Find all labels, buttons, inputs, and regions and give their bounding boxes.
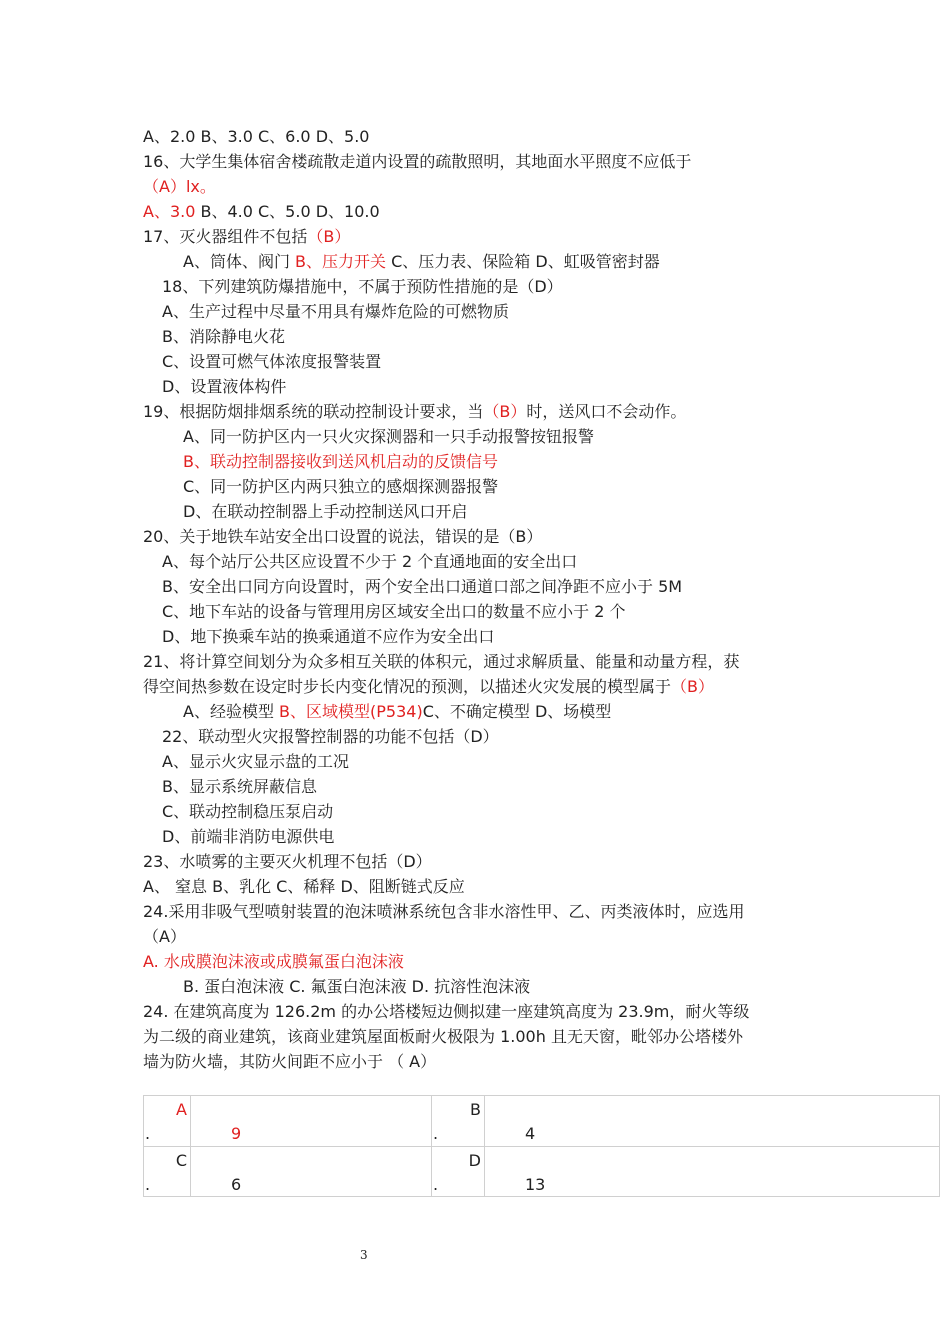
q19-option-c: C、同一防护区内两只独立的感烟探测器报警 xyxy=(183,477,499,496)
q18-stem: 18、下列建筑防爆措施中，不属于预防性措施的是（D） xyxy=(162,277,563,296)
q20-option-c: C、地下车站的设备与管理用房区域安全出口的数量不应小于 2 个 xyxy=(162,602,626,621)
q20-option-b: B、安全出口同方向设置时，两个安全出口通道口部之间净距不应小于 5M xyxy=(162,577,683,596)
q19-stem xyxy=(143,400,686,424)
q19-option-b: B、联动控制器接收到送风机启动的反馈信号 xyxy=(183,452,498,471)
option-b-value-cell xyxy=(485,1096,940,1147)
q24-option-a: A. 水成膜泡沫液或成膜氟蛋白泡沫液 xyxy=(143,952,404,971)
q21-stem-cont xyxy=(143,675,714,699)
q22-option-c: C、联动控制稳压泵启动 xyxy=(162,802,334,821)
q18-option-c: C、设置可燃气体浓度报警装置 xyxy=(162,352,382,371)
option-d-letter: D xyxy=(468,1150,481,1170)
q19-text-end: 时，送风口不会动作。 xyxy=(526,402,687,421)
q20-option-a: A、每个站厅公共区应设置不少于 2 个直通地面的安全出口 xyxy=(162,552,578,571)
q21-option-a: A、经验模型 xyxy=(183,702,280,721)
q19-option-a: A、同一防护区内一只火灾探测器和一只手动报警按钮报警 xyxy=(183,427,594,446)
q20-stem: 20、关于地铁车站安全出口设置的说法，错误的是（B） xyxy=(143,527,543,546)
option-b-letter-cell xyxy=(432,1096,485,1147)
option-a-value-cell xyxy=(191,1096,432,1147)
q18-option-a: A、生产过程中尽量不用具有爆炸危险的可燃物质 xyxy=(162,302,509,321)
q24b-stem-2: 为二级的商业建筑，该商业建筑屋面板耐火极限为 1.00h 且无天窗，毗邻办公塔楼外 xyxy=(143,1027,743,1046)
q19-answer: （B） xyxy=(483,402,527,421)
option-c-value-cell xyxy=(191,1146,432,1197)
option-d-letter-cell xyxy=(432,1146,485,1197)
q16-correct-option: A、3.0 xyxy=(143,202,196,221)
q22-option-b: B、显示系统屏蔽信息 xyxy=(162,777,317,796)
q22-option-d: D、前端非消防电源供电 xyxy=(162,827,335,846)
q24-stem: 24.采用非吸气型喷射装置的泡沫喷淋系统包含非水溶性甲、乙、丙类液体时，应选用 xyxy=(143,902,745,921)
q17-stem xyxy=(143,225,350,249)
q21-text: 得空间热参数在设定时步长内变化情况的预测，以描述火灾发展的模型属于 xyxy=(143,677,672,696)
q21-stem: 21、将计算空间划分为众多相互关联的体积元，通过求解质量、能量和动量方程，获 xyxy=(143,652,740,671)
option-c-value: 6 xyxy=(231,1174,242,1194)
q17-option-b: B、压力开关 xyxy=(295,252,387,271)
option-d-value-cell xyxy=(485,1146,940,1197)
q17-answer: （B） xyxy=(307,227,351,246)
q16-stem: 16、大学生集体宿舍楼疏散走道内设置的疏散照明，其地面水平照度不应低于 xyxy=(143,152,692,171)
q22-stem: 22、联动型火灾报警控制器的功能不包括（D） xyxy=(162,727,499,746)
page-number: 3 xyxy=(360,1248,368,1262)
q24b-stem-1: 24. 在建筑高度为 126.2m 的办公塔楼短边侧拟建一座建筑高度为 23.9m，耐火等级 xyxy=(143,1002,750,1021)
q18-option-d: D、设置液体构件 xyxy=(162,377,287,396)
q16-other-options: B、4.0 C、5.0 D、10.0 xyxy=(195,202,380,221)
option-a-value: 9 xyxy=(231,1124,242,1143)
table-row xyxy=(144,1096,940,1147)
option-a-dot: . xyxy=(145,1124,151,1143)
q20-option-d: D、地下换乘车站的换乘通道不应作为安全出口 xyxy=(162,627,495,646)
table-row xyxy=(144,1146,940,1197)
option-c-letter: C xyxy=(175,1150,187,1170)
q17-option-cd: C、压力表、保险箱 D、虹吸管密封器 xyxy=(386,252,660,271)
q17-text: 17、灭火器组件不包括 xyxy=(143,227,308,246)
q21-answer: （B） xyxy=(671,677,714,696)
q21-options xyxy=(183,700,611,724)
q23-options: A、 窒息 B、乳化 C、稀释 D、阻断链式反应 xyxy=(143,877,465,896)
q24b-stem-3: 墙为防火墙，其防火间距不应小于 （ A） xyxy=(143,1052,437,1071)
q24-answer: （A） xyxy=(143,927,186,946)
option-b-value: 4 xyxy=(525,1124,536,1143)
q24-options-bcd: B. 蛋白泡沫液 C. 氟蛋白泡沫液 D. 抗溶性泡沫液 xyxy=(183,977,531,996)
q16-answer: （A）lx。 xyxy=(143,177,216,196)
option-c-letter-cell xyxy=(144,1146,191,1197)
answer-options-table xyxy=(143,1095,940,1197)
option-a-letter-cell xyxy=(144,1096,191,1147)
q22-option-a: A、显示火灾显示盘的工况 xyxy=(162,752,349,771)
q15-options: A、2.0 B、3.0 C、6.0 D、5.0 xyxy=(143,127,370,146)
q17-option-a: A、筒体、阀门 xyxy=(183,252,296,271)
option-c-dot: . xyxy=(145,1174,151,1194)
q21-option-b: B、区域模型(P534) xyxy=(279,702,423,721)
q16-options xyxy=(143,200,380,224)
q17-options xyxy=(183,250,660,274)
option-d-value: 13 xyxy=(525,1174,546,1194)
q18-option-b: B、消除静电火花 xyxy=(162,327,285,346)
option-d-dot: . xyxy=(433,1174,439,1194)
option-b-dot: . xyxy=(433,1124,439,1143)
q21-option-cd: C、不确定模型 D、场模型 xyxy=(422,702,612,721)
option-b-letter: B xyxy=(470,1100,481,1119)
q23-stem: 23、水喷雾的主要灭火机理不包括（D） xyxy=(143,852,432,871)
q19-text: 19、根据防烟排烟系统的联动控制设计要求，当 xyxy=(143,402,484,421)
option-a-letter: A xyxy=(176,1100,187,1119)
q19-option-d: D、在联动控制器上手动控制送风口开启 xyxy=(183,502,468,521)
